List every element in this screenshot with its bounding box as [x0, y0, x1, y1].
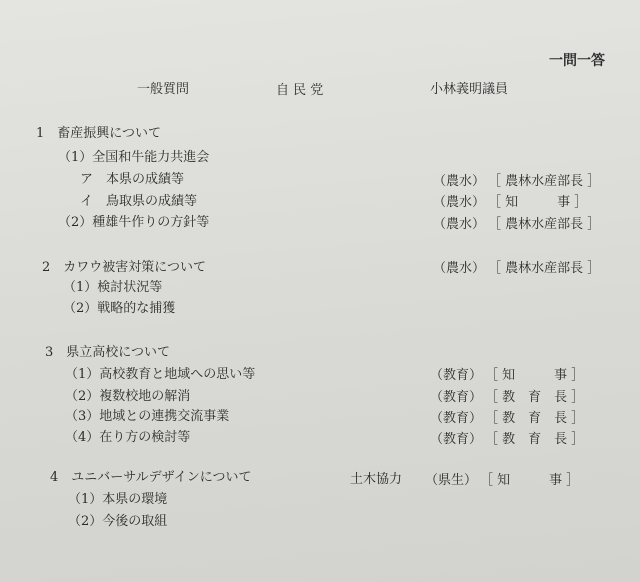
topic-3-sub-2-answerer: ［ 教 育 長 ］ [485, 390, 585, 405]
topic-1-sub-1b: イ 鳥取県の成績等 [80, 194, 198, 209]
topic-3-title: 3 県立高校について [45, 345, 171, 360]
topic-3-sub-4-dept: （教育） [430, 432, 483, 447]
topic-3-sub-2-dept: （教育） [430, 390, 483, 405]
party-heading: 自 民 党 [276, 83, 324, 98]
topic-3-sub-1-answerer: ［ 知 事 ］ [485, 368, 585, 383]
topic-2-dept: （農水） [433, 261, 486, 276]
topic-4-cooperation: 土木協力 [350, 472, 403, 487]
topic-1-sub-1a: ア 本県の成績等 [80, 172, 185, 187]
qa-label: 一問一答 [549, 53, 605, 69]
topic-3-sub-1-dept: （教育） [430, 368, 483, 383]
category-heading: 一般質問 [137, 82, 190, 97]
topic-3-sub-3-dept: （教育） [430, 411, 483, 426]
topic-4-sub-1: （1）本県の環境 [68, 492, 168, 507]
topic-4-sub-2: （2）今後の取組 [68, 514, 168, 529]
topic-4-title: 4 ユニバーサルデザインについて [50, 470, 252, 485]
topic-3-sub-4: （4）在り方の検討等 [65, 430, 191, 445]
topic-3-sub-3: （3）地域との連携交流事業 [65, 409, 230, 424]
topic-3-sub-3-answerer: ［ 教 育 長 ］ [485, 411, 585, 426]
topic-1-title: 1 畜産振興について [36, 126, 162, 141]
topic-4-answerer: ［ 知 事 ］ [480, 473, 580, 488]
topic-1-sub-2: （2）種雄牛作りの方針等 [58, 215, 210, 230]
topic-2-sub-2: （2）戦略的な捕獲 [63, 301, 176, 316]
topic-1-sub-1a-answerer: ［ 農林水産部長 ］ [488, 174, 601, 189]
topic-1-sub-2-answerer: ［ 農林水産部長 ］ [488, 217, 601, 232]
topic-3-sub-4-answerer: ［ 教 育 長 ］ [485, 432, 585, 447]
topic-2-answerer: ［ 農林水産部長 ］ [488, 261, 601, 276]
topic-3-sub-1: （1）高校教育と地域への思い等 [65, 367, 256, 382]
topic-4-dept: （県生） [425, 473, 478, 488]
topic-1-sub-1: （1）全国和牛能力共進会 [58, 150, 210, 165]
topic-1-sub-1b-dept: （農水） [433, 195, 486, 210]
topic-1-sub-2-dept: （農水） [433, 217, 486, 232]
member-heading: 小林義明議員 [430, 82, 509, 97]
topic-3-sub-2: （2）複数校地の解消 [65, 389, 191, 404]
topic-1-sub-1b-answerer: ［ 知 事 ］ [488, 195, 588, 210]
topic-1-sub-1a-dept: （農水） [433, 174, 486, 189]
topic-2-title: 2 カワウ被害対策について [42, 260, 207, 275]
topic-2-sub-1: （1）検討状況等 [63, 280, 163, 295]
